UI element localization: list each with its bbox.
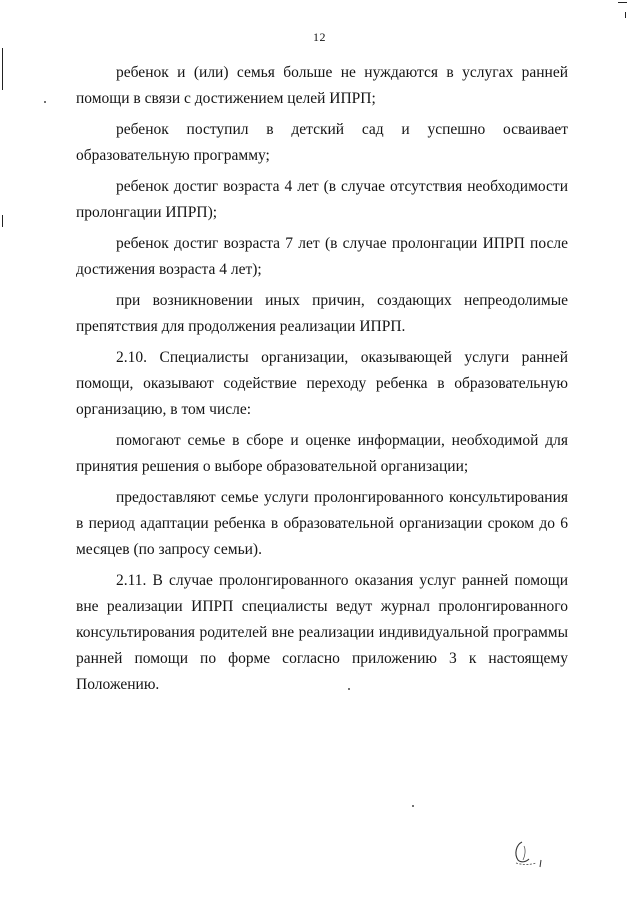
paragraph-help-family: помогают семье в сборе и оценке информации, необходимой для принятия решения о выборе образовательной организации; [76,432,568,475]
paragraph-other-reasons: при возникновении иных причин, создающих непреодолимые препятствия для продолжения реализации ИПРП. [76,292,568,335]
scan-dot [348,688,350,690]
paragraph-2-11: 2.11. В случае пролонгированного оказания услуг ранней помощи вне реализации ИПРП специалисты ведут журнал пролонгированного консультирования родителей вне реализации индивидуальной программы ранней помощи по форме согласно приложению 3 к настоящему Положению. [76,572,568,693]
handwritten-initials [508,836,548,872]
paragraph-age-4: ребенок достиг возраста 4 лет (в случае отсутствия необходимости пролонгации ИПРП); [76,178,568,221]
scan-mark-left-small [2,215,3,227]
paragraph-2-10: 2.10. Специалисты организации, оказывающей услуги ранней помощи, оказывают содействие переходу ребенка в образовательную организацию, в том числе: [76,349,568,418]
scan-dot [44,101,46,103]
scan-mark-right [625,12,626,18]
document-body [76,60,568,703]
page-number: 12 [313,30,326,44]
scan-mark-left [2,48,3,90]
paragraph-kindergarten: ребенок поступил в детский сад и успешно осваивает образовательную программу; [76,121,568,164]
paragraph-goals-achieved: ребенок и (или) семья больше не нуждаются в услугах ранней помощи в связи с достижением целей ИПРП; [76,64,568,107]
paragraph-prolonged-consulting: предоставляют семье услуги пролонгированного консультирования в период адаптации ребенка в образовательной организации сроком до 6 месяцев (по запросу семьи). [76,489,568,558]
paragraph-age-7: ребенок достиг возраста 7 лет (в случае пролонгации ИПРП после достижения возраста 4 лет); [76,235,568,278]
scan-dot [412,805,414,807]
scan-mark-top-right [618,2,627,3]
